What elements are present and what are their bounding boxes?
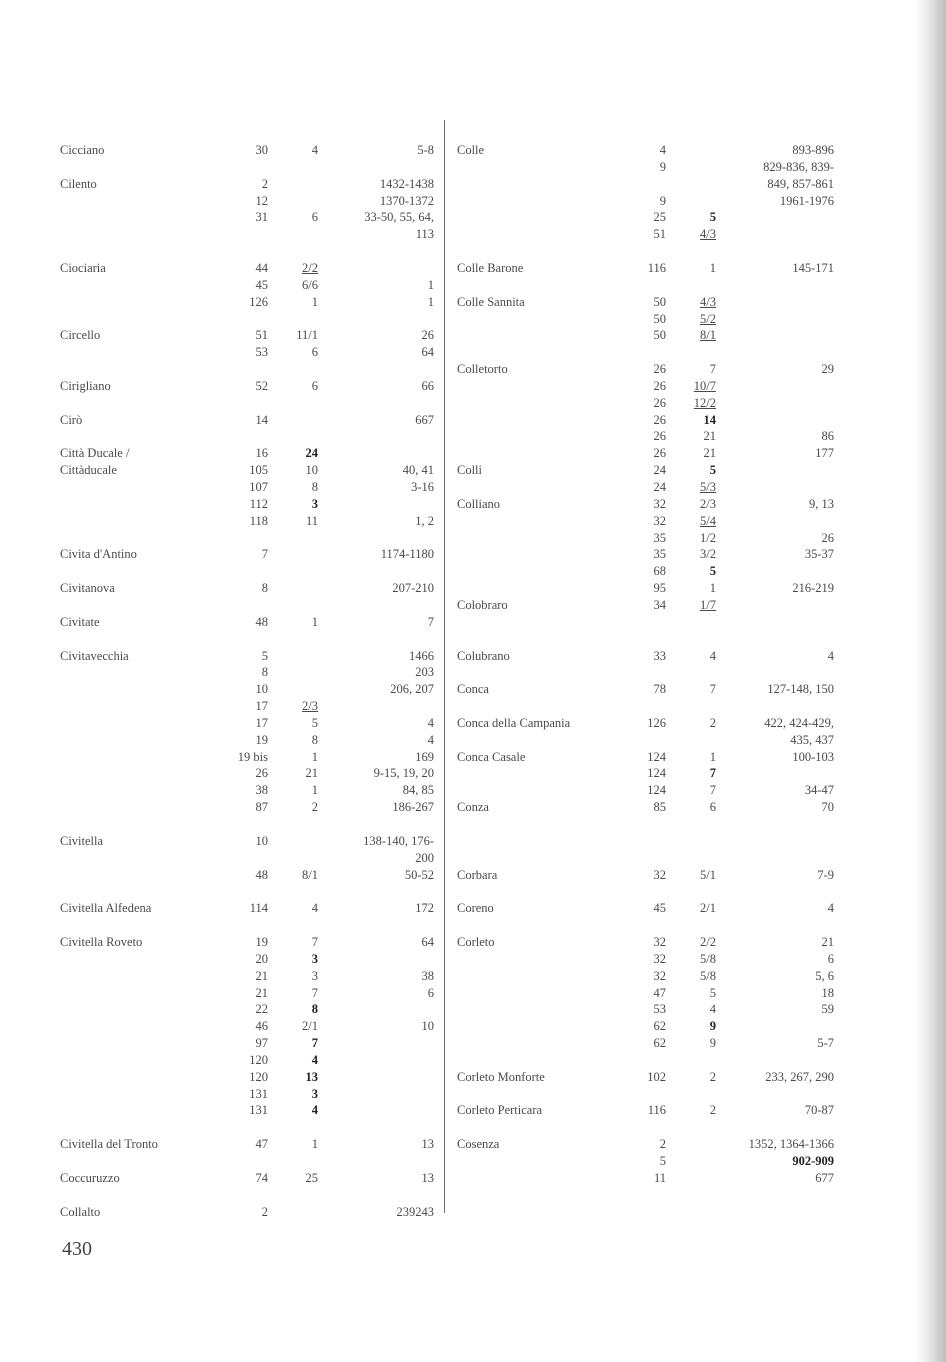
issue-number: 7 bbox=[709, 766, 716, 781]
page-range: 4 bbox=[827, 901, 834, 916]
page-range: 239243 bbox=[396, 1204, 434, 1219]
issue-number: 2/3 bbox=[700, 496, 716, 511]
volume-number: 26 bbox=[653, 429, 666, 444]
issue-number: 1 bbox=[311, 294, 318, 309]
issue-number: 4 bbox=[709, 1002, 716, 1017]
entry-name: Colle Sannita bbox=[457, 294, 525, 309]
volume-number: 19 bbox=[255, 732, 268, 747]
issue-number: 8 bbox=[311, 1002, 318, 1017]
volume-number: 53 bbox=[653, 1002, 666, 1017]
issue-number: 1 bbox=[311, 783, 318, 798]
page-range: 3-16 bbox=[411, 480, 434, 494]
page-range: 849, 857-861 bbox=[767, 176, 834, 191]
volume-number: 8 bbox=[261, 665, 268, 680]
volume-number: 2 bbox=[261, 176, 268, 191]
volume-number: 116 bbox=[647, 1103, 666, 1118]
page-range: 145-171 bbox=[792, 260, 834, 275]
page-range: 186-267 bbox=[392, 800, 434, 815]
issue-number: 13 bbox=[305, 1069, 318, 1084]
issue-number: 21 bbox=[703, 446, 716, 461]
volume-number: 38 bbox=[255, 783, 268, 798]
page-number: 430 bbox=[62, 1238, 92, 1260]
issue-number: 5 bbox=[709, 210, 716, 225]
volume-number: 50 bbox=[653, 328, 666, 343]
page-range: 66 bbox=[421, 378, 434, 393]
volume-number: 32 bbox=[653, 867, 666, 882]
page-range: 677 bbox=[815, 1170, 834, 1185]
entry-name: Collalto bbox=[60, 1204, 101, 1219]
page-range: 1174-1180 bbox=[380, 547, 434, 562]
volume-number: 24 bbox=[653, 463, 666, 478]
entry-name: Civitella del Tronto bbox=[60, 1137, 158, 1152]
page-range: 9-15, 19, 20 bbox=[373, 766, 434, 781]
page-range: 26 bbox=[421, 328, 434, 343]
issue-number: 21 bbox=[305, 766, 318, 781]
entry-name: Colli bbox=[457, 463, 483, 478]
page-range: 26 bbox=[821, 530, 834, 545]
page-range: 5-7 bbox=[817, 1036, 834, 1051]
volume-number: 126 bbox=[647, 715, 666, 730]
volume-number: 97 bbox=[255, 1036, 268, 1051]
entry-name: Città Ducale / bbox=[60, 446, 130, 461]
entry-name: Colle Barone bbox=[457, 260, 524, 275]
volume-number: 26 bbox=[653, 378, 666, 393]
issue-number: 1/7 bbox=[700, 597, 716, 612]
entry-name: Coccuruzzo bbox=[60, 1170, 120, 1185]
entry-name: Corleto Perticara bbox=[457, 1103, 543, 1118]
issue-number: 3 bbox=[311, 968, 318, 983]
volume-number: 68 bbox=[653, 564, 666, 579]
entry-name: Coreno bbox=[457, 901, 494, 916]
issue-number: 1 bbox=[709, 260, 716, 275]
volume-number: 33 bbox=[653, 648, 666, 663]
issue-number: 1 bbox=[311, 614, 318, 629]
issue-number: 4 bbox=[311, 1103, 318, 1118]
page-range: 84, 85 bbox=[402, 783, 434, 798]
volume-number: 26 bbox=[653, 412, 666, 427]
page-range: 216-219 bbox=[792, 581, 834, 596]
page-range: 59 bbox=[821, 1002, 834, 1017]
volume-number: 131 bbox=[249, 1103, 268, 1118]
page-range: 29 bbox=[821, 362, 834, 377]
issue-number: 9 bbox=[709, 1036, 716, 1051]
volume-number: 124 bbox=[647, 749, 666, 764]
volume-number: 50 bbox=[653, 311, 666, 326]
volume-number: 26 bbox=[653, 446, 666, 461]
volume-number: 45 bbox=[255, 277, 268, 292]
volume-number: 45 bbox=[653, 901, 666, 916]
volume-number: 26 bbox=[653, 362, 666, 377]
page-range: 13 bbox=[421, 1170, 434, 1185]
issue-number: 5/4 bbox=[700, 513, 716, 528]
issue-number: 8 bbox=[311, 480, 318, 494]
issue-number: 5 bbox=[311, 715, 318, 730]
volume-number: 22 bbox=[255, 1002, 268, 1017]
page-range: 4 bbox=[427, 715, 434, 730]
volume-number: 32 bbox=[653, 951, 666, 966]
volume-number: 51 bbox=[255, 328, 268, 343]
issue-number: 7 bbox=[709, 783, 716, 798]
issue-number: 3 bbox=[311, 951, 318, 966]
issue-number: 3 bbox=[311, 496, 318, 511]
issue-number: 7 bbox=[311, 985, 318, 1000]
issue-number: 7 bbox=[709, 362, 716, 377]
entry-name: Ciociaria bbox=[60, 260, 106, 275]
volume-number: 95 bbox=[653, 581, 666, 596]
issue-number: 5/2 bbox=[700, 311, 716, 326]
issue-number: 14 bbox=[703, 412, 716, 427]
volume-number: 32 bbox=[653, 934, 666, 949]
volume-number: 25 bbox=[653, 210, 666, 225]
page-range: 1 bbox=[427, 294, 434, 309]
issue-number: 2/1 bbox=[700, 901, 716, 916]
page-range: 4 bbox=[827, 648, 834, 663]
issue-number: 9 bbox=[709, 1019, 716, 1034]
issue-number: 1 bbox=[709, 581, 716, 596]
page-range: 4 bbox=[427, 732, 434, 747]
volume-number: 32 bbox=[653, 496, 666, 511]
issue-number: 5/1 bbox=[700, 867, 716, 882]
page-range: 38 bbox=[421, 968, 434, 983]
volume-number: 10 bbox=[255, 833, 268, 848]
volume-number: 19 bis bbox=[237, 749, 268, 764]
issue-number: 21 bbox=[703, 429, 716, 444]
page-range: 7 bbox=[427, 614, 434, 629]
volume-number: 62 bbox=[653, 1036, 666, 1051]
volume-number: 5 bbox=[261, 648, 268, 663]
issue-number: 5 bbox=[709, 463, 716, 478]
entry-name: Colliano bbox=[457, 496, 501, 511]
entry-name: Colletorto bbox=[457, 362, 508, 377]
entry-name: Conza bbox=[457, 800, 489, 815]
volume-number: 52 bbox=[255, 378, 268, 393]
volume-number: 2 bbox=[659, 1137, 666, 1152]
issue-number: 3 bbox=[311, 1086, 318, 1101]
page-range: 34-47 bbox=[804, 783, 834, 798]
page-range: 207-210 bbox=[392, 581, 434, 596]
volume-number: 107 bbox=[249, 480, 268, 494]
volume-number: 11 bbox=[653, 1170, 666, 1185]
page-range: 33-50, 55, 64, bbox=[364, 210, 434, 225]
volume-number: 30 bbox=[255, 143, 268, 157]
page-range: 1961-1976 bbox=[779, 193, 834, 208]
volume-number: 102 bbox=[647, 1069, 666, 1084]
issue-number: 1/2 bbox=[700, 530, 716, 545]
volume-number: 19 bbox=[255, 934, 268, 949]
entry-name: Cilento bbox=[60, 176, 97, 191]
entry-name: Cicciano bbox=[60, 143, 105, 157]
issue-number: 5/8 bbox=[700, 951, 716, 966]
issue-number: 6 bbox=[311, 210, 318, 225]
page-range: 70-87 bbox=[804, 1103, 834, 1118]
issue-number: 7 bbox=[311, 934, 318, 949]
entry-name: Cosenza bbox=[457, 1137, 500, 1152]
column-divider bbox=[444, 120, 445, 1213]
volume-number: 32 bbox=[653, 968, 666, 983]
page-range: 21 bbox=[821, 934, 834, 949]
page-range: 1, 2 bbox=[415, 513, 434, 528]
page-range: 1 bbox=[427, 277, 434, 292]
volume-number: 124 bbox=[647, 783, 666, 798]
issue-number: 4/3 bbox=[700, 227, 716, 242]
entry-name: Colobraro bbox=[457, 597, 508, 612]
page-range: 6 bbox=[827, 951, 834, 966]
issue-number: 5 bbox=[709, 985, 716, 1000]
page-range: 1432-1438 bbox=[379, 176, 434, 191]
page-range: 113 bbox=[415, 227, 434, 242]
issue-number: 10/7 bbox=[693, 378, 716, 393]
issue-number: 8/1 bbox=[700, 328, 716, 343]
volume-number: 124 bbox=[647, 766, 666, 781]
volume-number: 4 bbox=[659, 143, 666, 157]
volume-number: 16 bbox=[255, 446, 268, 461]
volume-number: 78 bbox=[653, 682, 666, 697]
page-range: 18 bbox=[821, 985, 834, 1000]
issue-number: 4 bbox=[311, 1052, 318, 1067]
entry-name: Circello bbox=[60, 328, 101, 343]
issue-number: 5 bbox=[709, 564, 716, 579]
volume-number: 48 bbox=[255, 614, 268, 629]
page-range: 5-8 bbox=[417, 143, 434, 157]
issue-number: 1 bbox=[311, 1137, 318, 1152]
page-range: 435, 437 bbox=[790, 732, 834, 747]
issue-number: 24 bbox=[305, 446, 318, 461]
issue-number: 10 bbox=[305, 463, 318, 478]
volume-number: 50 bbox=[653, 294, 666, 309]
issue-number: 2/2 bbox=[700, 934, 716, 949]
page-edge-shadow bbox=[914, 0, 946, 1362]
entry-name: Civitella Roveto bbox=[60, 934, 143, 949]
volume-number: 35 bbox=[653, 547, 666, 562]
issue-number: 5/8 bbox=[700, 968, 716, 983]
issue-number: 6 bbox=[311, 378, 318, 393]
volume-number: 14 bbox=[255, 412, 268, 427]
page-range: 829-836, 839- bbox=[763, 159, 834, 174]
entry-name: Corleto Monforte bbox=[457, 1069, 545, 1084]
entry-name: Conca Casale bbox=[457, 749, 526, 764]
issue-number: 2 bbox=[709, 1103, 716, 1118]
issue-number: 2 bbox=[311, 800, 318, 815]
volume-number: 21 bbox=[255, 968, 268, 983]
entry-name: Corleto bbox=[457, 934, 495, 949]
volume-number: 8 bbox=[261, 581, 268, 596]
issue-number: 2 bbox=[709, 715, 716, 730]
volume-number: 87 bbox=[255, 800, 268, 815]
volume-number: 9 bbox=[659, 159, 666, 174]
page-range: 64 bbox=[421, 345, 434, 360]
volume-number: 17 bbox=[255, 699, 268, 714]
issue-number: 12/2 bbox=[693, 395, 716, 410]
page-range: 10 bbox=[421, 1019, 434, 1034]
issue-number: 4 bbox=[311, 901, 318, 916]
issue-number: 8/1 bbox=[302, 867, 318, 882]
issue-number: 4/3 bbox=[700, 294, 716, 309]
volume-number: 34 bbox=[653, 597, 666, 612]
volume-number: 85 bbox=[653, 800, 666, 815]
volume-number: 62 bbox=[653, 1019, 666, 1034]
volume-number: 47 bbox=[653, 985, 666, 1000]
issue-number: 2/1 bbox=[302, 1019, 318, 1034]
issue-number: 7 bbox=[311, 1036, 318, 1051]
page-range: 138-140, 176- bbox=[363, 833, 434, 848]
volume-number: 9 bbox=[659, 193, 666, 208]
volume-number: 32 bbox=[653, 513, 666, 528]
entry-name: Civita d'Antino bbox=[60, 547, 137, 562]
page-range: 64 bbox=[421, 934, 434, 949]
issue-number: 2 bbox=[709, 1069, 716, 1084]
page-range: 902-909 bbox=[792, 1154, 834, 1168]
page-range: 667 bbox=[415, 412, 434, 427]
volume-number: 126 bbox=[249, 294, 268, 309]
page-range: 169 bbox=[415, 749, 434, 764]
volume-number: 120 bbox=[249, 1069, 268, 1084]
entry-name: Conca della Campania bbox=[457, 715, 571, 730]
volume-number: 112 bbox=[249, 496, 268, 511]
page-range: 177 bbox=[815, 446, 834, 461]
entry-name: Civitella bbox=[60, 833, 104, 848]
page-range: 70 bbox=[821, 800, 834, 815]
page-range: 172 bbox=[415, 901, 434, 916]
volume-number: 21 bbox=[255, 985, 268, 1000]
volume-number: 118 bbox=[249, 513, 268, 528]
page-range: 5, 6 bbox=[815, 968, 834, 983]
page-range: 7-9 bbox=[817, 867, 834, 882]
page-range: 100-103 bbox=[792, 749, 834, 764]
page-range: 127-148, 150 bbox=[767, 682, 834, 697]
page-range: 422, 424-429, bbox=[764, 715, 834, 730]
page-range: 6 bbox=[427, 985, 434, 1000]
issue-number: 1 bbox=[709, 749, 716, 764]
issue-number: 1 bbox=[311, 749, 318, 764]
issue-number: 7 bbox=[709, 682, 716, 697]
page-range: 893-896 bbox=[792, 143, 834, 157]
entry-name: Civitanova bbox=[60, 581, 115, 596]
volume-number: 5 bbox=[659, 1154, 666, 1168]
entry-name: Conca bbox=[457, 682, 489, 697]
volume-number: 48 bbox=[255, 867, 268, 882]
volume-number: 44 bbox=[255, 260, 268, 275]
page-range: 9, 13 bbox=[809, 496, 834, 511]
issue-number: 11 bbox=[305, 513, 318, 528]
volume-number: 116 bbox=[647, 260, 666, 275]
entry-name: Corbara bbox=[457, 867, 498, 882]
volume-number: 2 bbox=[261, 1204, 268, 1219]
volume-number: 24 bbox=[653, 480, 666, 494]
entry-name: Civitate bbox=[60, 614, 100, 629]
volume-number: 51 bbox=[653, 227, 666, 242]
issue-number: 6/6 bbox=[302, 277, 318, 292]
issue-number: 8 bbox=[311, 732, 318, 747]
issue-number: 3/2 bbox=[700, 547, 716, 562]
issue-number: 6 bbox=[709, 800, 716, 815]
page-range: 40, 41 bbox=[402, 463, 434, 478]
volume-number: 114 bbox=[249, 901, 268, 916]
volume-number: 53 bbox=[255, 345, 268, 360]
issue-number: 2/2 bbox=[302, 260, 318, 275]
page-range: 86 bbox=[821, 429, 834, 444]
issue-number: 5/3 bbox=[700, 480, 716, 494]
page-range: 203 bbox=[415, 665, 434, 680]
volume-number: 26 bbox=[653, 395, 666, 410]
volume-number: 46 bbox=[255, 1019, 268, 1034]
issue-number: 4 bbox=[311, 143, 318, 157]
volume-number: 17 bbox=[255, 715, 268, 730]
page-range: 1352, 1364-1366 bbox=[748, 1137, 834, 1152]
page-range: 13 bbox=[421, 1137, 434, 1152]
volume-number: 131 bbox=[249, 1086, 268, 1101]
page-range: 50-52 bbox=[404, 867, 434, 882]
page-range: 206, 207 bbox=[390, 682, 434, 697]
entry-name: Cirò bbox=[60, 412, 83, 427]
page-range: 35-37 bbox=[804, 547, 834, 562]
volume-number: 105 bbox=[249, 463, 268, 478]
entry-name: Civitavecchia bbox=[60, 648, 129, 663]
volume-number: 120 bbox=[249, 1052, 268, 1067]
page-range: 1370-1372 bbox=[379, 193, 434, 208]
issue-number: 4 bbox=[709, 648, 716, 663]
volume-number: 47 bbox=[255, 1137, 268, 1152]
volume-number: 26 bbox=[255, 766, 268, 781]
entry-name: Colubrano bbox=[457, 648, 510, 663]
volume-number: 31 bbox=[255, 210, 268, 225]
entry-name-cont: Cittàducale bbox=[60, 463, 117, 478]
volume-number: 10 bbox=[255, 682, 268, 697]
volume-number: 74 bbox=[255, 1170, 268, 1185]
page-range: 200 bbox=[415, 850, 434, 865]
issue-number: 25 bbox=[305, 1170, 318, 1185]
issue-number: 2/3 bbox=[302, 699, 318, 714]
volume-number: 7 bbox=[261, 547, 268, 562]
page-range: 1466 bbox=[409, 648, 434, 663]
page-range: 233, 267, 290 bbox=[765, 1069, 834, 1084]
volume-number: 12 bbox=[255, 193, 268, 208]
entry-name: Colle bbox=[457, 143, 485, 157]
issue-number: 6 bbox=[311, 345, 318, 360]
issue-number: 11/1 bbox=[296, 328, 318, 343]
entry-name: Civitella Alfedena bbox=[60, 901, 152, 916]
volume-number: 35 bbox=[653, 530, 666, 545]
entry-name: Cirigliano bbox=[60, 378, 111, 393]
volume-number: 20 bbox=[255, 951, 268, 966]
